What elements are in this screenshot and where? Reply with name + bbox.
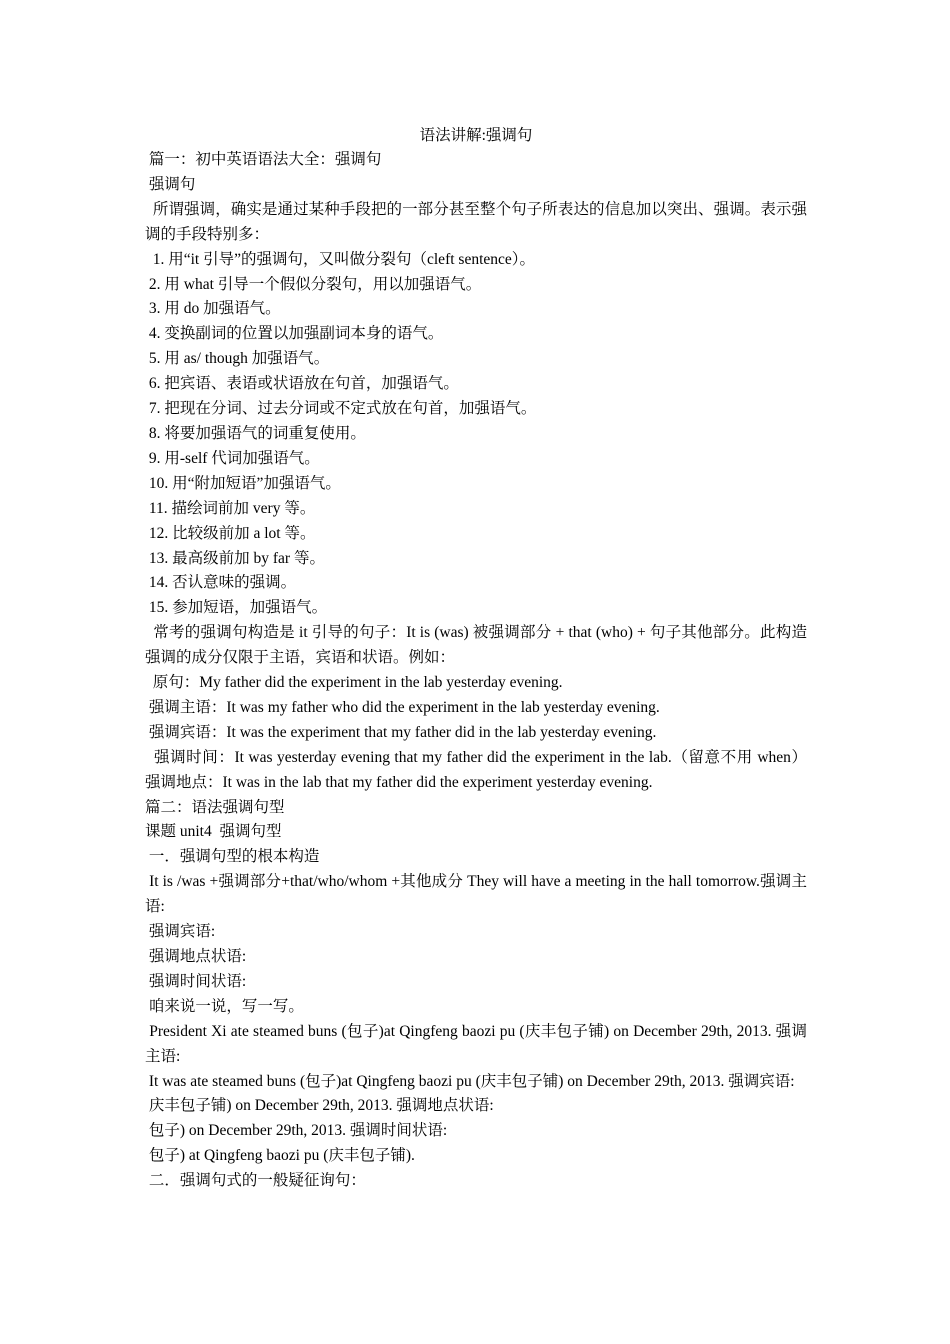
- body-paragraph: 常考的强调句构造是 it 引导的句子：It is (was) 被强调部分 + that (who) + 句子其他部分。此构造强调的成分仅限于主语，宾语和状语。例如：: [145, 624, 807, 667]
- body-paragraph: It was ate steamed buns (包子)at Qingfeng baozi pu (庆丰包子铺) on December 29th, 2013. 强调宾语:: [145, 1072, 795, 1090]
- document-page: [145, 123, 815, 1194]
- body-line: 6. 把宾语、表语或状语放在句首，加强语气。: [145, 375, 459, 393]
- body-line: 包子) at Qingfeng baozi pu (庆丰包子铺).: [145, 1147, 415, 1165]
- body-line: 强调句: [145, 175, 196, 193]
- body-line: 14. 否认意味的强调。: [145, 574, 297, 592]
- body-line: 一．强调句型的根本构造: [145, 848, 320, 866]
- body-line: 篇二：语法强调句型: [145, 798, 285, 816]
- body-line: 强调宾语：It was the experiment that my father did in the lab yesterday evening.: [145, 723, 657, 741]
- body-line: 7. 把现在分词、过去分词或不定式放在句首，加强语气。: [145, 400, 537, 418]
- body-paragraph: President Xi ate steamed buns (包子)at Qingfeng baozi pu (庆丰包子铺) on December 29th, 2013. 强调主语:: [145, 1022, 807, 1065]
- body-line: 12. 比较级前加 a lot 等。: [145, 524, 316, 542]
- document-body: [145, 148, 815, 1194]
- body-line: 强调主语：It was my father who did the experiment in the lab yesterday evening.: [145, 698, 660, 716]
- body-line: 强调地点状语:: [145, 948, 247, 965]
- body-line: 原句：My father did the experiment in the lab yesterday evening.: [145, 674, 563, 692]
- document-title: 语法讲解:强调句: [419, 127, 533, 144]
- body-line: 13. 最高级前加 by far 等。: [145, 549, 325, 567]
- body-line: 强调宾语:: [145, 923, 216, 941]
- body-line: 3. 用 do 加强语气。: [145, 300, 281, 318]
- body-line: 强调时间状语:: [145, 972, 247, 990]
- body-line: 11. 描绘词前加 very 等。: [145, 499, 316, 517]
- body-line: 4. 变换副词的位置以加强副词本身的语气。: [145, 325, 444, 343]
- body-line: 庆丰包子铺) on December 29th, 2013. 强调地点状语:: [145, 1097, 494, 1115]
- body-line: 1. 用“it 引导”的强调句，又叫做分裂句（cleft sentence）。: [145, 250, 536, 268]
- body-paragraph: 所谓强调，确实是通过某种手段把的一部分甚至整个句子所表达的信息加以突出、强调。表示强调的手段特别多：: [145, 200, 807, 243]
- body-line: 15. 参加短语，加强语气。: [145, 599, 328, 617]
- body-line: 篇一：初中英语语法大全：强调句: [145, 151, 382, 168]
- body-paragraph: 强调时间：It was yesterday evening that my father did the experiment in the lab.（留意不用 when） 强调地点：It was in the lab that my father did the experiment yesterday evening.: [145, 748, 815, 791]
- body-line: 咱来说一说，写一写。: [145, 997, 304, 1015]
- body-line: 包子) on December 29th, 2013. 强调时间状语:: [145, 1122, 448, 1140]
- body-line: 二．强调句式的一般疑征询句：: [145, 1172, 366, 1190]
- body-line: 8. 将要加强语气的词重复使用。: [145, 424, 366, 442]
- body-line: 课题 unit4 强调句型: [145, 823, 282, 841]
- body-line: 10. 用“附加短语”加强语气。: [145, 474, 341, 492]
- body-line: 5. 用 as/ though 加强语气。: [145, 350, 330, 368]
- body-paragraph: It is /was +强调部分+that/who/whom +其他成分 They will have a meeting in the hall tomorrow.强调主语:: [145, 873, 807, 916]
- body-line: 9. 用-self 代词加强语气。: [145, 449, 320, 467]
- body-line: 2. 用 what 引导一个假似分裂句，用以加强语气。: [145, 275, 482, 293]
